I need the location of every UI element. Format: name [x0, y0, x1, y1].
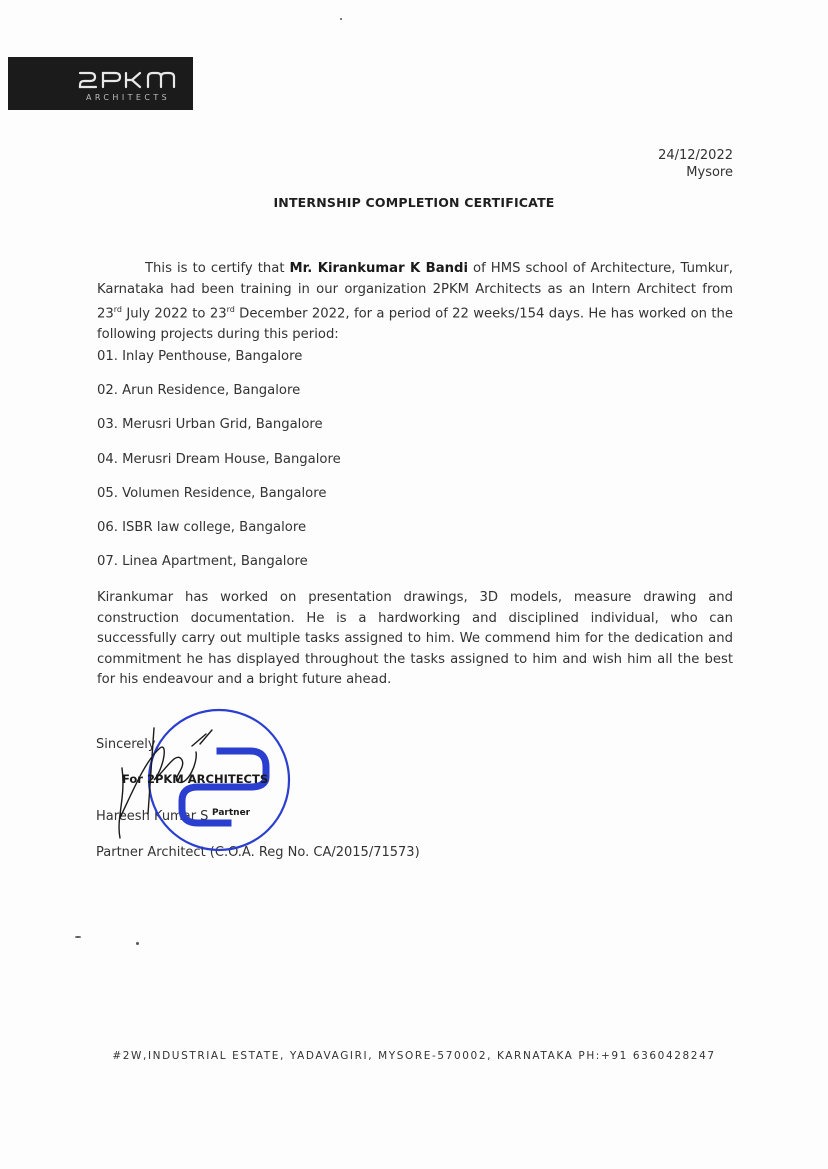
scan-speck — [75, 936, 81, 938]
closing-paragraph: Kirankumar has worked on presentation drawings, 3D models, measure drawing and construction documentation. He is a hardworking and disciplined individual, who can successfully carry out multiple tasks assigned to him. We commend him for the dedication and commitment he has displayed throughout the tasks assigned to him and wish him all the best for his endeavour and a bright future ahead. — [97, 590, 733, 687]
ordinal-sup-2: rd — [226, 305, 235, 314]
scan-speck — [136, 942, 139, 945]
list-item: 02. Arun Residence, Bangalore — [97, 383, 301, 399]
intro-paragraph — [97, 259, 733, 345]
letterhead-footer: #2W,INDUSTRIAL ESTATE, YADAVAGIRI, MYSORE-570002, KARNATAKA PH:+91 6360428247 — [112, 1050, 716, 1062]
intro-text-2: of HMS school of Architecture, Tumkur, Karnataka had been training in our organization 2PKM Architects as an Intern Architect from 23 — [97, 261, 733, 322]
logo-subtitle: ARCHITECTS — [86, 93, 171, 102]
project-list — [97, 347, 341, 586]
intro-text-3: July 2022 to 23 — [122, 306, 227, 322]
list-item: 05. Volumen Residence, Bangalore — [97, 485, 327, 501]
letter-place: Mysore — [686, 165, 733, 180]
list-item: 01. Inlay Penthouse, Bangalore — [97, 349, 303, 364]
stamp-line-1: For 2PKM ARCHITECTS — [122, 772, 269, 786]
certificate-title: INTERNSHIP COMPLETION CERTIFICATE — [273, 195, 555, 210]
stamp-line-2: Partner — [212, 808, 251, 818]
list-item: 04. Merusri Dream House, Bangalore — [97, 451, 341, 467]
list-item: 06. ISBR law college, Bangalore — [97, 519, 307, 535]
ordinal-sup-1: rd — [113, 305, 123, 314]
salutation: Sincerely, — [96, 737, 160, 752]
date-place — [658, 147, 733, 181]
list-item: 07. Linea Apartment, Bangalore — [97, 554, 308, 570]
company-stamp — [92, 708, 302, 858]
company-logo — [8, 57, 193, 110]
intro-text-4: December 2022, for a period of 22 weeks/154 days. He has worked on the following projects during this period: — [97, 306, 733, 342]
logo-mark-icon — [8, 57, 193, 110]
scan-speck — [340, 18, 342, 20]
intro-text-1: This is to certify that — [145, 261, 290, 276]
list-item: 03. Merusri Urban Grid, Bangalore — [97, 417, 323, 433]
signer-name: Hareesh Kumar S — [96, 809, 209, 824]
letter-date: 24/12/2022 — [658, 148, 733, 163]
signer-designation: Partner Architect (C.O.A. Reg No. CA/2015/71573) — [96, 845, 420, 860]
intern-name: Mr. Kirankumar K Bandi — [289, 261, 468, 276]
